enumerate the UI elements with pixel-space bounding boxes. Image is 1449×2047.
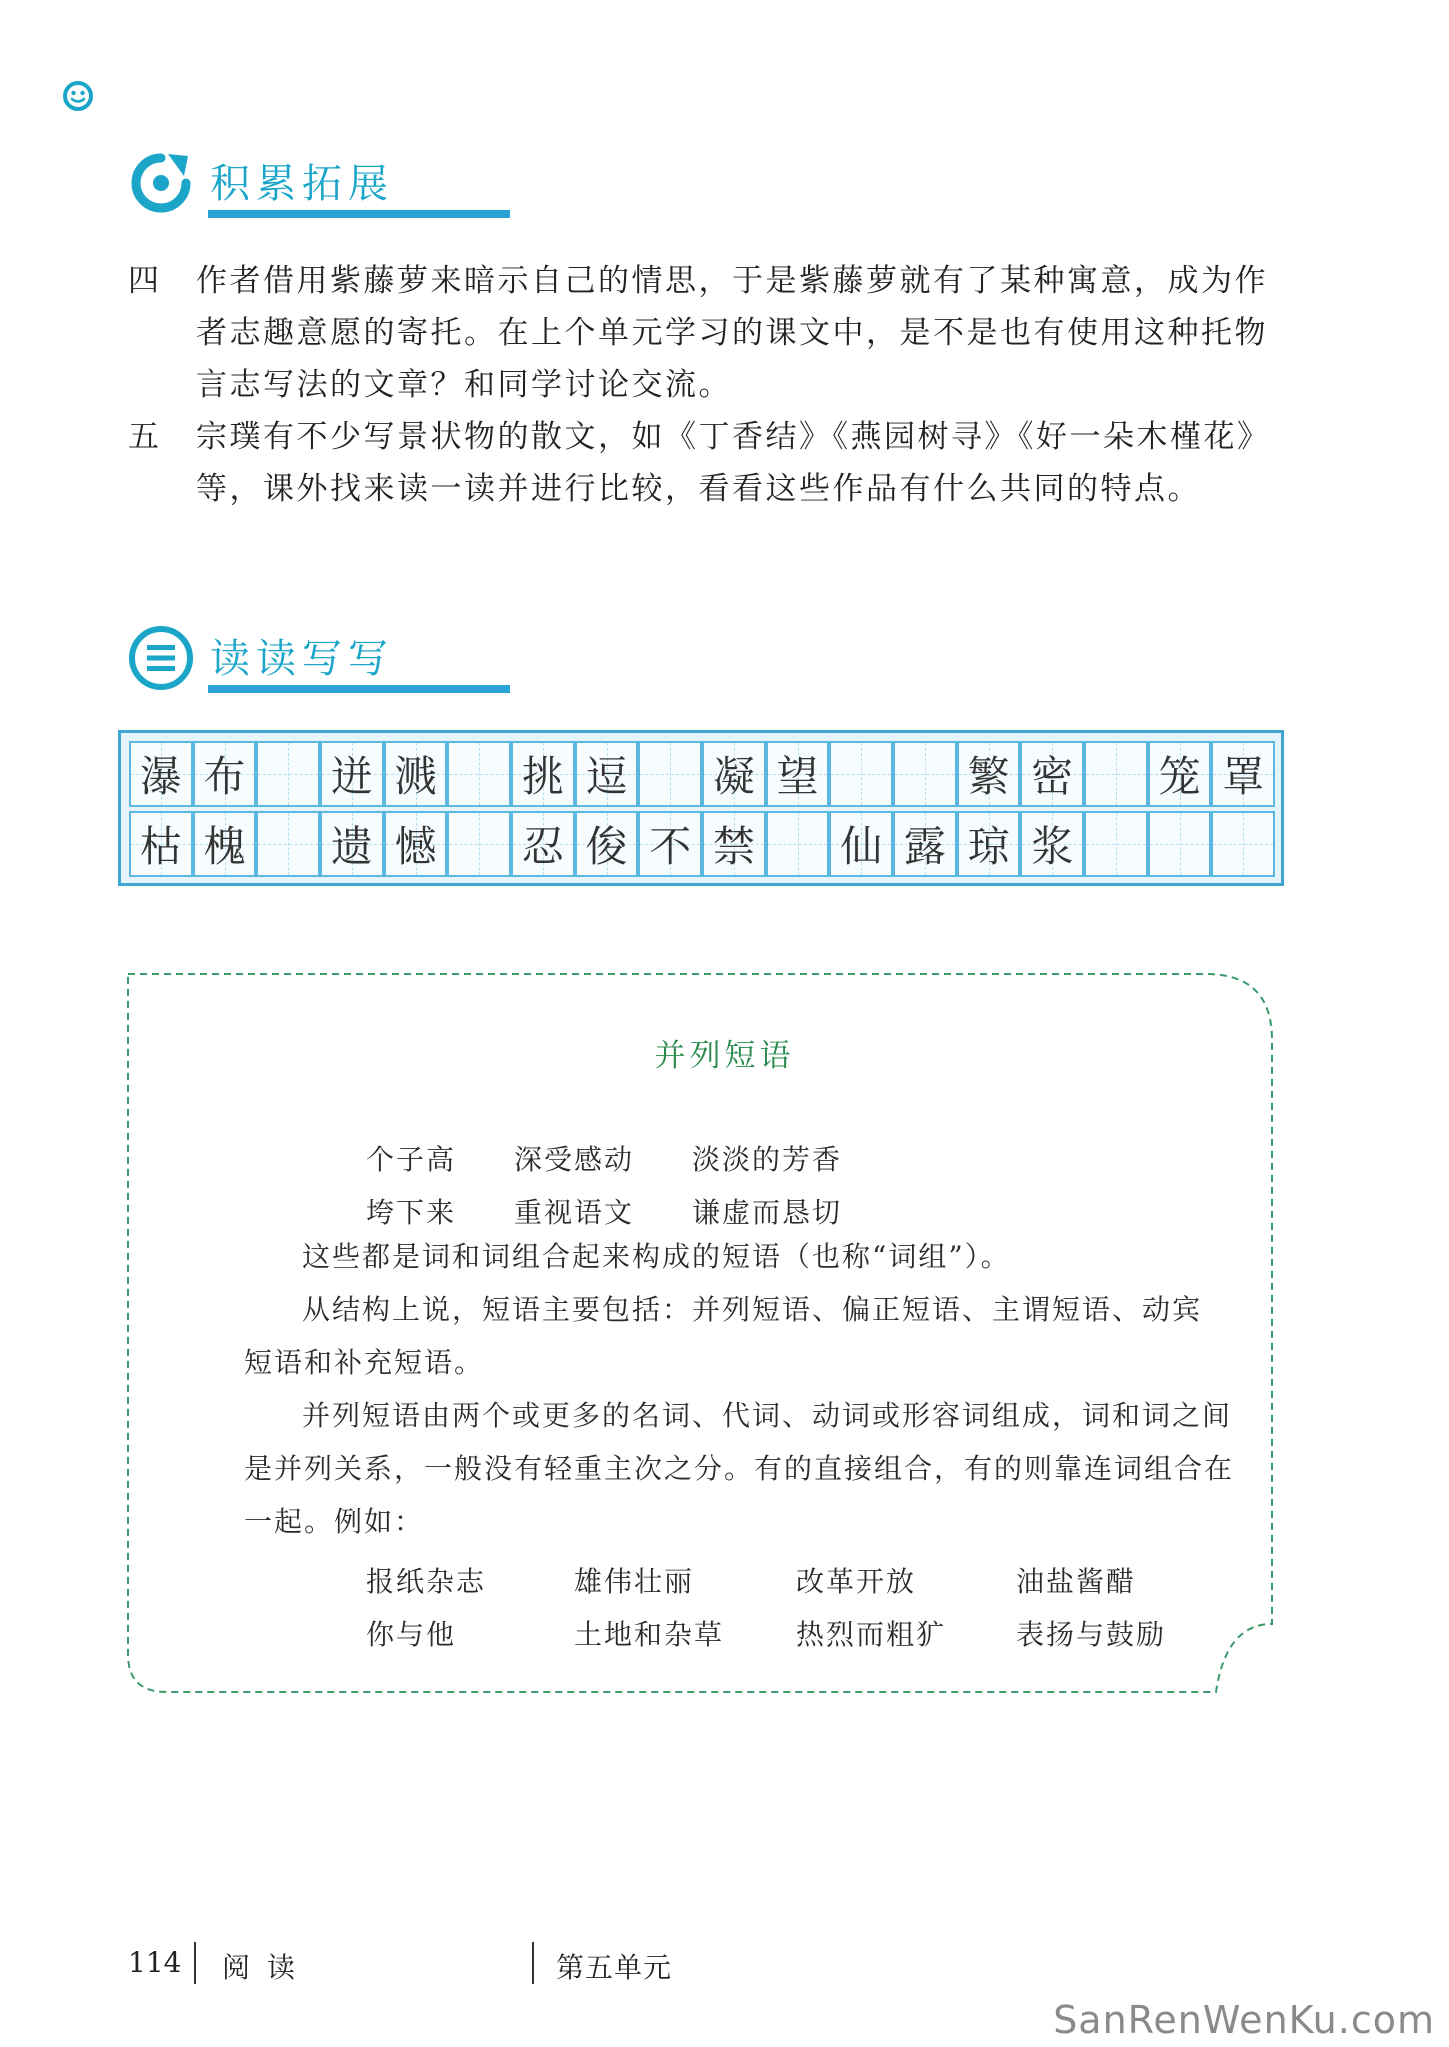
grid-cell (575, 741, 639, 807)
example-phrase: 改革开放 (796, 1565, 917, 1598)
grid-row-1 (129, 741, 1275, 807)
grid-character: 遗 (330, 822, 373, 871)
example-phrase: 雄伟壮丽 (574, 1565, 695, 1598)
grid-character: 望 (776, 752, 819, 801)
grid-cell (957, 811, 1021, 877)
grid-cell (1020, 811, 1084, 877)
grid-cell (447, 741, 511, 807)
grid-character: 笼 (1158, 752, 1201, 801)
grid-character: 琼 (967, 822, 1010, 871)
grid-cell (384, 811, 448, 877)
grid-character: 枯 (139, 822, 182, 871)
footer-divider (532, 1942, 534, 1984)
section-title: 读读写写 (210, 636, 394, 682)
refresh-arrow-icon (128, 150, 194, 216)
grid-character: 罩 (1222, 752, 1265, 801)
question-text (196, 411, 1296, 515)
title-underline (208, 685, 510, 693)
grid-cell (129, 811, 193, 877)
grid-cell (384, 741, 448, 807)
grid-cell (320, 811, 384, 877)
example-phrase: 表扬与鼓励 (1016, 1618, 1167, 1651)
grid-character: 溅 (394, 752, 437, 801)
knowledge-title: 并列短语 (654, 1038, 795, 1074)
grid-cell (1211, 811, 1275, 877)
grid-cell (702, 741, 766, 807)
watermark: SanRenWenKu.com (1053, 1998, 1435, 2042)
knowledge-paragraph: 并列短语由两个或更多的名词、代词、动词或形容词组成，词和词之间 (302, 1399, 1233, 1432)
grid-cell (256, 741, 320, 807)
grid-character: 浆 (1031, 822, 1074, 871)
grid-character: 不 (649, 822, 692, 871)
grid-character: 繁 (967, 752, 1010, 801)
section-heading-read-write (128, 625, 548, 715)
grid-character: 逗 (585, 752, 628, 801)
grid-character: 仙 (840, 822, 883, 871)
grid-cell (893, 741, 957, 807)
question-text (196, 255, 1296, 411)
grid-cell (1148, 741, 1212, 807)
example-phrase: 深受感动 (514, 1143, 635, 1176)
grid-cell (447, 811, 511, 877)
grid-cell (193, 741, 257, 807)
example-phrase: 谦虚而恳切 (692, 1196, 843, 1229)
example-phrase: 报纸杂志 (366, 1565, 487, 1598)
title-underline (208, 210, 510, 218)
question-line: 者志趣意愿的寄托。在上个单元学习的课文中，是不是也有使用这种托物 (196, 315, 1268, 351)
grid-cell (1211, 741, 1275, 807)
grid-character: 凝 (712, 752, 755, 801)
footer-unit: 第五单元 (556, 1951, 673, 1984)
vocabulary-writing-grid (118, 730, 1284, 886)
grid-cell (957, 741, 1021, 807)
grid-cell (1020, 741, 1084, 807)
grid-cell (575, 811, 639, 877)
grid-cell (1084, 741, 1148, 807)
example-phrase: 土地和杂草 (574, 1618, 725, 1651)
grid-cell (256, 811, 320, 877)
grid-cell (511, 741, 575, 807)
grid-cell (638, 741, 702, 807)
example-phrase: 热烈而粗犷 (796, 1618, 947, 1651)
knowledge-paragraph: 短语和补充短语。 (244, 1346, 485, 1379)
grid-cell (1084, 811, 1148, 877)
grid-character: 槐 (203, 822, 246, 871)
knowledge-paragraph: 从结构上说，短语主要包括：并列短语、偏正短语、主谓短语、动宾 (302, 1293, 1203, 1326)
question-line: 言志写法的文章？和同学讨论交流。 (196, 367, 732, 403)
smiley-icon (62, 80, 94, 112)
grid-cell (129, 741, 193, 807)
question-number: 四 (128, 263, 162, 299)
example-phrase: 重视语文 (514, 1196, 635, 1229)
section-heading-accumulate (128, 150, 548, 240)
grid-character: 俊 (585, 822, 628, 871)
grid-cell (829, 741, 893, 807)
grid-cell (638, 811, 702, 877)
page-number: 114 (128, 1946, 182, 1979)
question-4 (128, 255, 1288, 415)
example-phrase: 油盐酱醋 (1016, 1565, 1137, 1598)
grid-cell (193, 811, 257, 877)
grid-character: 禁 (712, 822, 755, 871)
example-phrase: 你与他 (366, 1618, 457, 1651)
example-phrase: 个子高 (366, 1143, 457, 1176)
question-line: 作者借用紫藤萝来暗示自己的情思，于是紫藤萝就有了某种寓意，成为作 (196, 263, 1268, 299)
grid-character: 瀑 (139, 752, 182, 801)
grid-cell (766, 741, 830, 807)
knowledge-paragraph: 是并列关系，一般没有轻重主次之分。有的直接组合，有的则靠连词组合在 (244, 1452, 1235, 1485)
question-5 (128, 411, 1288, 521)
grid-cell (766, 811, 830, 877)
question-number: 五 (128, 419, 162, 455)
footer-section: 阅 读 (222, 1951, 299, 1984)
section-title: 积累拓展 (210, 161, 394, 207)
knowledge-paragraph: 一起。例如： (244, 1505, 425, 1538)
grid-character: 布 (203, 752, 246, 801)
question-line: 宗璞有不少写景状物的散文，如《丁香结》《燕园树寻》《好一朵木槿花》 (196, 419, 1271, 455)
list-icon (128, 625, 194, 691)
grid-cell (320, 741, 384, 807)
grid-cell (511, 811, 575, 877)
grid-character: 憾 (394, 822, 437, 871)
grid-cell (702, 811, 766, 877)
grid-character: 露 (903, 822, 946, 871)
question-line: 等，课外找来读一读并进行比较，看看这些作品有什么共同的特点。 (196, 471, 1201, 507)
grid-cell (893, 811, 957, 877)
grid-character: 忍 (521, 822, 564, 871)
example-phrase: 垮下来 (366, 1196, 457, 1229)
grid-character: 密 (1031, 752, 1074, 801)
grid-character: 挑 (521, 752, 564, 801)
grid-row-2 (129, 811, 1275, 877)
grid-character: 迸 (330, 752, 373, 801)
grid-cell (829, 811, 893, 877)
grid-cell (1148, 811, 1212, 877)
footer-divider (194, 1942, 196, 1984)
knowledge-paragraph: 这些都是词和词组合起来构成的短语（也称“词组”）。 (302, 1240, 1011, 1273)
example-phrase: 淡淡的芳香 (692, 1143, 843, 1176)
